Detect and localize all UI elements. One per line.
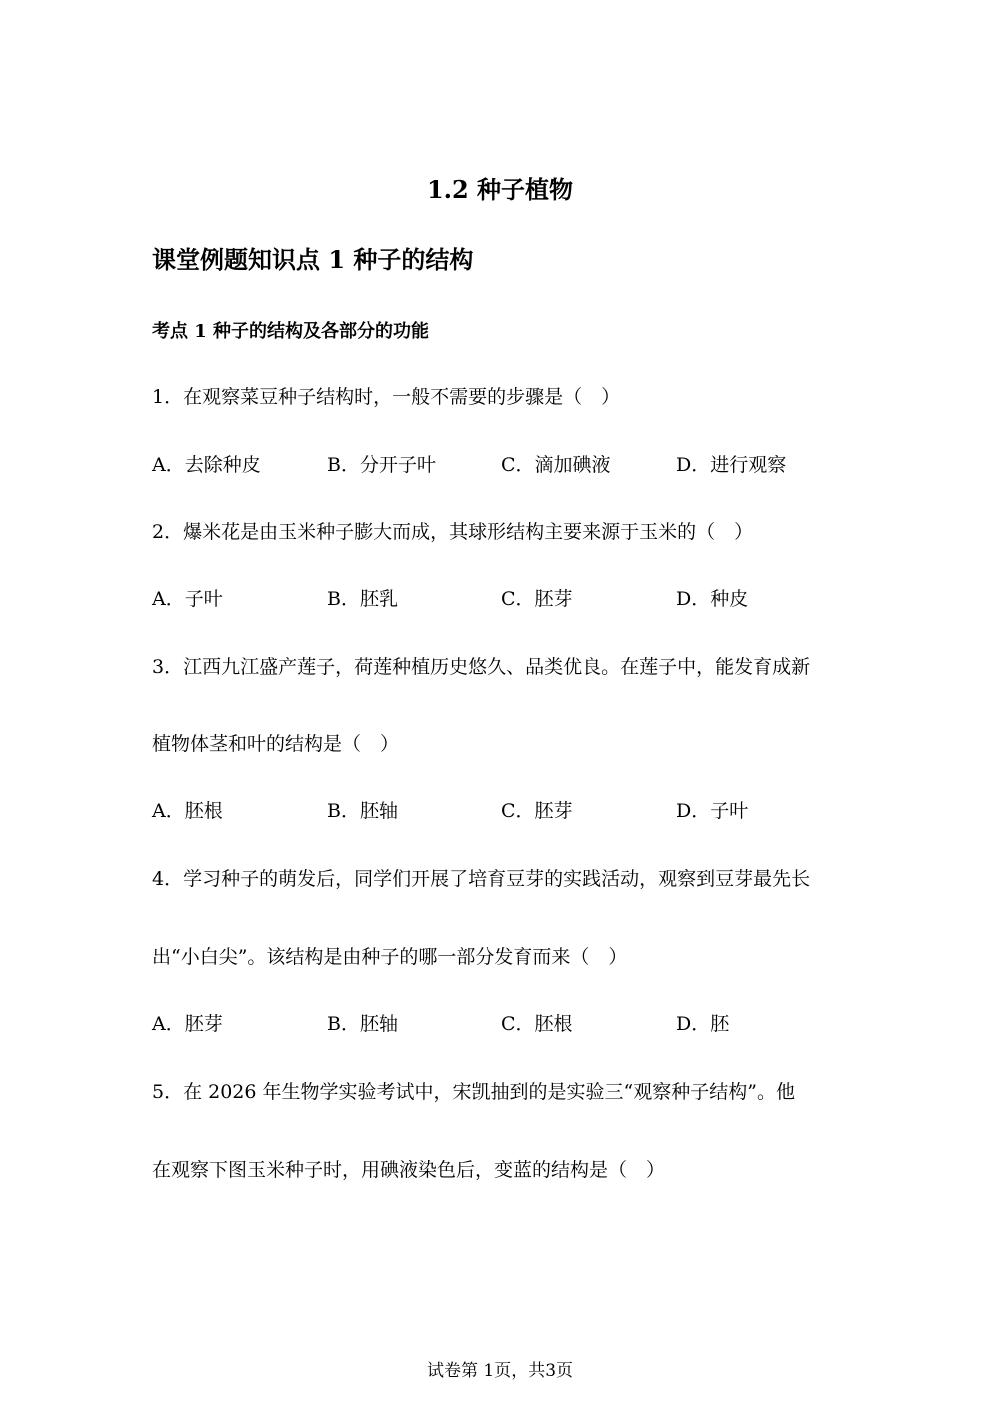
page-footer: 试卷第 1页，共3页 (426, 1361, 574, 1381)
question-2-option-c: C．胚芽 (501, 588, 573, 610)
question-4-option-c: C．胚根 (501, 1013, 573, 1035)
page-title: 1.2 种子植物 (426, 175, 574, 204)
section-heading: 课堂例题知识点 1 种子的结构 (152, 245, 474, 274)
question-1-option-c: C．滴加碘液 (501, 454, 611, 476)
question-4-text-line-2: 出“小白尖”。该结构是由种子的哪一部分发育而来（ ） (152, 946, 628, 968)
question-5-text-line-1: 5．在 2026 年生物学实验考试中，宋凯抽到的是实验三“观察种子结构”。他 (152, 1081, 795, 1103)
question-4-text-line-1: 4．学习种子的萌发后，同学们开展了培育豆芽的实践活动，观察到豆芽最先长 (152, 868, 811, 890)
question-4-option-d: D．胚 (676, 1013, 730, 1035)
question-3-option-d: D．子叶 (676, 800, 749, 822)
question-1-option-a: A．去除种皮 (152, 454, 261, 476)
question-1-option-d: D．进行观察 (676, 454, 787, 476)
question-2-text: 2．爆米花是由玉米种子膨大而成，其球形结构主要来源于玉米的（ ） (152, 521, 754, 543)
question-4-option-a: A．胚芽 (152, 1013, 223, 1035)
question-3-option-c: C．胚芽 (501, 800, 573, 822)
question-5-text-line-2: 在观察下图玉米种子时，用碘液染色后，变蓝的结构是（ ） (152, 1159, 666, 1181)
question-3-text-line-1: 3．江西九江盛产莲子，荷莲种植历史悠久、品类优良。在莲子中，能发育成新 (152, 656, 811, 678)
subsection-heading: 考点 1 种子的结构及各部分的功能 (152, 321, 430, 342)
question-3-text-line-2: 植物体茎和叶的结构是（ ） (152, 733, 400, 755)
question-4-option-b: B．胚轴 (327, 1013, 398, 1035)
question-2-option-d: D．种皮 (676, 588, 749, 610)
question-1-text: 1．在观察菜豆种子结构时，一般不需要的步骤是（ ） (152, 386, 621, 408)
question-1-option-b: B．分开子叶 (327, 454, 436, 476)
question-2-option-a: A．子叶 (152, 588, 223, 610)
question-2-option-b: B．胚乳 (327, 588, 398, 610)
question-3-option-a: A．胚根 (152, 800, 223, 822)
question-3-option-b: B．胚轴 (327, 800, 398, 822)
